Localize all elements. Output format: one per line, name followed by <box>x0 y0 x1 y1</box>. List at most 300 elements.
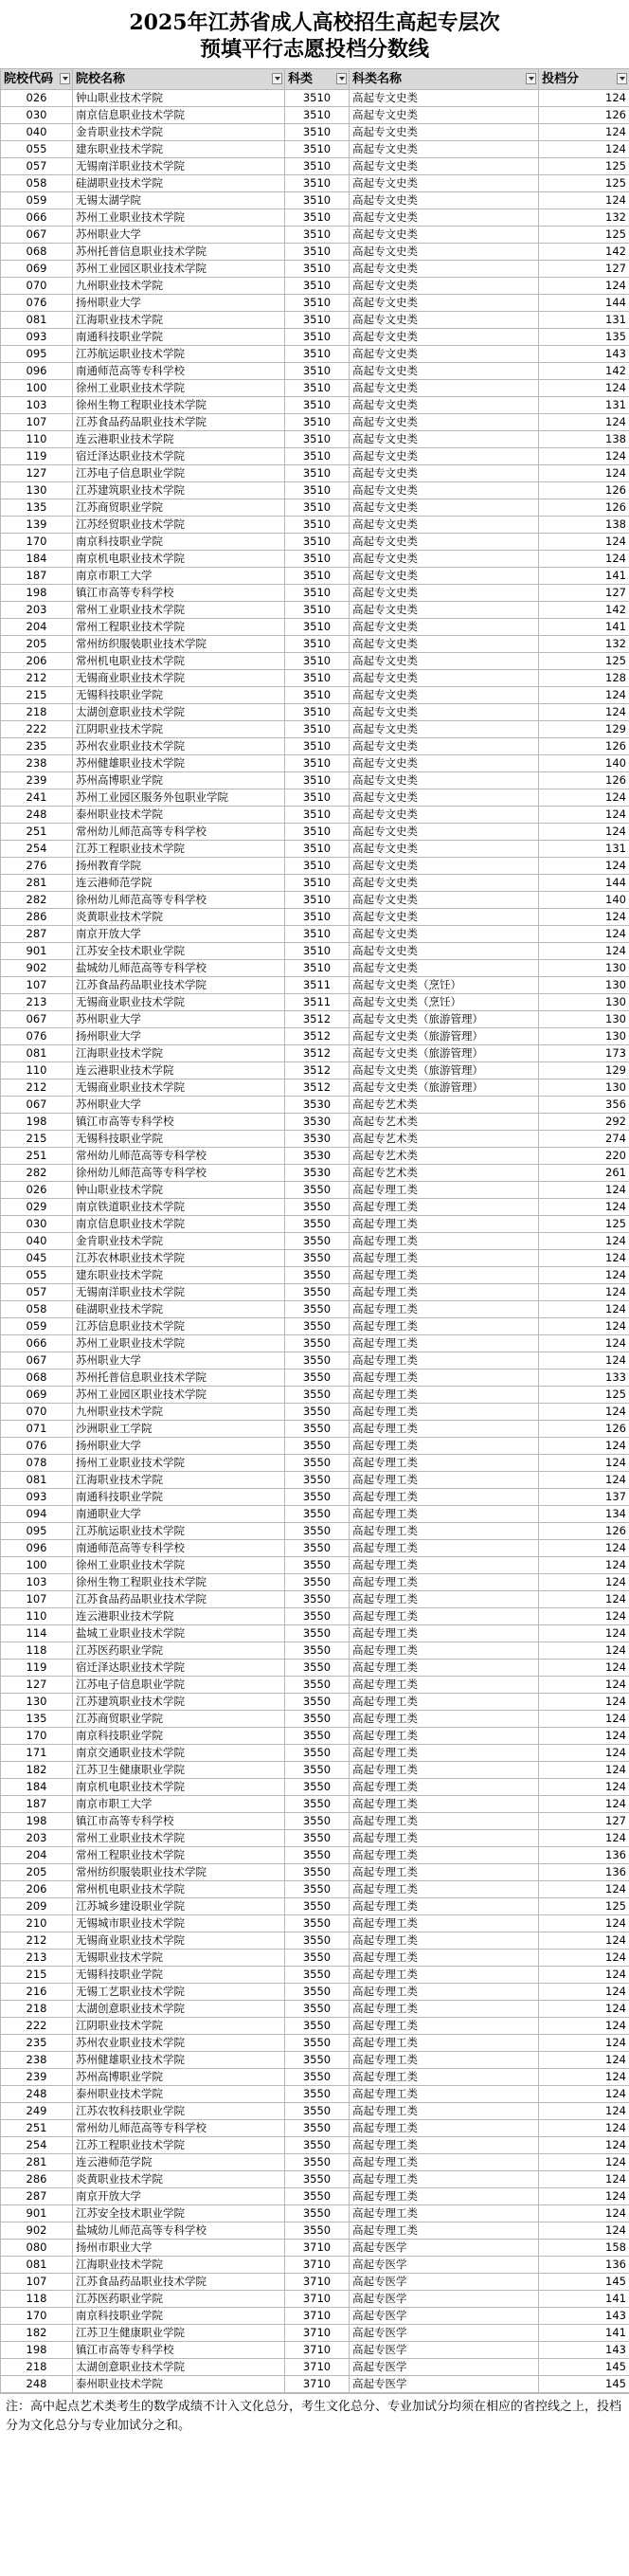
school-code-cell: 282 <box>1 1165 73 1182</box>
school-name-cell: 九州职业技术学院 <box>73 278 285 295</box>
table-row <box>1 2308 629 2325</box>
score-cell: 124 <box>539 1352 629 1370</box>
category-code-cell: 3510 <box>285 960 350 977</box>
school-code-cell: 110 <box>1 1062 73 1079</box>
school-code-cell: 209 <box>1 1898 73 1915</box>
category-name-cell: 高起专文史类 <box>350 585 539 602</box>
school-name-cell: 镇江市高等专科学校 <box>73 1114 285 1131</box>
table-row <box>1 892 629 909</box>
table-row <box>1 875 629 892</box>
school-code-cell: 205 <box>1 1864 73 1881</box>
score-cell: 124 <box>539 704 629 721</box>
score-cell: 142 <box>539 363 629 380</box>
category-code-cell: 3550 <box>285 1404 350 1421</box>
school-code-cell: 170 <box>1 534 73 551</box>
score-cell: 131 <box>539 312 629 329</box>
score-cell: 126 <box>539 482 629 499</box>
category-name-cell: 高起专理工类 <box>350 1335 539 1352</box>
school-name-cell: 无锡太湖学院 <box>73 192 285 209</box>
category-name-cell: 高起专医学 <box>350 2342 539 2359</box>
category-code-cell: 3550 <box>285 1864 350 1881</box>
school-code-cell: 238 <box>1 2052 73 2069</box>
school-name-cell: 苏州工业职业技术学院 <box>73 1335 285 1352</box>
category-name-cell: 高起专文史类（旅游管理） <box>350 1062 539 1079</box>
school-code-cell: 206 <box>1 1881 73 1898</box>
category-code-cell: 3550 <box>285 2018 350 2035</box>
table-row <box>1 636 629 653</box>
category-name-cell: 高起专医学 <box>350 2257 539 2274</box>
header-row <box>1 69 629 90</box>
category-name-cell: 高起专理工类 <box>350 2137 539 2154</box>
school-code-cell: 215 <box>1 687 73 704</box>
category-name-cell: 高起专理工类 <box>350 1455 539 1472</box>
category-code-cell: 3710 <box>285 2342 350 2359</box>
school-code-cell: 026 <box>1 1182 73 1199</box>
table-row <box>1 209 629 227</box>
category-name-cell: 高起专理工类 <box>350 1284 539 1301</box>
table-row <box>1 602 629 619</box>
table-row <box>1 346 629 363</box>
score-cell: 129 <box>539 721 629 738</box>
table-row <box>1 807 629 824</box>
school-code-cell: 239 <box>1 2069 73 2086</box>
school-name-cell: 江苏商贸职业学院 <box>73 1711 285 1728</box>
table-row <box>1 1233 629 1250</box>
school-code-cell: 902 <box>1 2222 73 2240</box>
table-row <box>1 653 629 670</box>
school-name-cell: 泰州职业技术学院 <box>73 807 285 824</box>
score-cell: 124 <box>539 1250 629 1267</box>
filter-dropdown-icon[interactable] <box>272 73 282 84</box>
table-row <box>1 397 629 414</box>
category-code-cell: 3510 <box>285 465 350 482</box>
school-name-cell: 江苏建筑职业技术学院 <box>73 1694 285 1711</box>
table-row <box>1 841 629 858</box>
category-name-cell: 高起专理工类 <box>350 1301 539 1318</box>
category-name-cell: 高起专文史类 <box>350 943 539 960</box>
score-cell: 158 <box>539 2240 629 2257</box>
category-name-cell: 高起专文史类 <box>350 602 539 619</box>
school-code-cell: 030 <box>1 1216 73 1233</box>
table-row <box>1 175 629 192</box>
category-name-cell: 高起专理工类 <box>350 2154 539 2171</box>
category-code-cell: 3510 <box>285 278 350 295</box>
category-code-cell: 3710 <box>285 2359 350 2376</box>
category-code-cell: 3550 <box>285 2222 350 2240</box>
table-row <box>1 738 629 755</box>
category-code-cell: 3510 <box>285 227 350 244</box>
category-code-cell: 3510 <box>285 807 350 824</box>
score-cell: 140 <box>539 755 629 772</box>
table-row <box>1 960 629 977</box>
school-name-cell: 无锡商业职业技术学院 <box>73 994 285 1011</box>
category-name-cell: 高起专文史类 <box>350 295 539 312</box>
score-cell: 124 <box>539 2137 629 2154</box>
school-code-cell: 107 <box>1 414 73 431</box>
category-name-cell: 高起专文史类 <box>350 755 539 772</box>
table-row <box>1 2205 629 2222</box>
school-code-cell: 282 <box>1 892 73 909</box>
category-code-cell: 3510 <box>285 568 350 585</box>
category-code-cell: 3550 <box>285 1813 350 1830</box>
score-cell: 140 <box>539 892 629 909</box>
table-row <box>1 465 629 482</box>
score-cell: 124 <box>539 1932 629 1950</box>
school-name-cell: 九州职业技术学院 <box>73 1404 285 1421</box>
school-code-cell: 204 <box>1 1847 73 1864</box>
school-name-cell: 无锡商业职业技术学院 <box>73 1079 285 1097</box>
table-row <box>1 1045 629 1062</box>
score-cell: 274 <box>539 1131 629 1148</box>
category-name-cell: 高起专理工类 <box>350 2052 539 2069</box>
score-cell: 126 <box>539 772 629 789</box>
category-name-cell: 高起专理工类 <box>350 1608 539 1625</box>
category-code-cell: 3530 <box>285 1114 350 1131</box>
school-code-cell: 119 <box>1 1660 73 1677</box>
score-cell: 124 <box>539 687 629 704</box>
table-row <box>1 244 629 261</box>
score-cell: 124 <box>539 1199 629 1216</box>
category-code-cell: 3510 <box>285 209 350 227</box>
school-name-cell: 江苏电子信息职业学院 <box>73 465 285 482</box>
category-name-cell: 高起专文史类 <box>350 721 539 738</box>
school-name-cell: 硅湖职业技术学院 <box>73 175 285 192</box>
score-cell: 145 <box>539 2359 629 2376</box>
school-code-cell: 026 <box>1 90 73 107</box>
school-name-cell: 沙洲职业工学院 <box>73 1421 285 1438</box>
table-row <box>1 1898 629 1915</box>
category-name-cell: 高起专文史类 <box>350 926 539 943</box>
filter-dropdown-icon[interactable] <box>617 73 627 84</box>
category-name-cell: 高起专艺术类 <box>350 1114 539 1131</box>
score-cell: 131 <box>539 841 629 858</box>
score-cell: 132 <box>539 209 629 227</box>
table-row <box>1 431 629 448</box>
category-code-cell: 3550 <box>285 1301 350 1318</box>
category-code-cell: 3550 <box>285 1216 350 1233</box>
table-row <box>1 2018 629 2035</box>
category-name-cell: 高起专文史类 <box>350 261 539 278</box>
category-code-cell: 3550 <box>285 1318 350 1335</box>
category-name-cell: 高起专艺术类 <box>350 1148 539 1165</box>
table-row <box>1 1591 629 1608</box>
school-name-cell: 镇江市高等专科学校 <box>73 1813 285 1830</box>
school-name-cell: 南通科技职业学院 <box>73 1489 285 1506</box>
school-name-cell: 苏州农业职业技术学院 <box>73 738 285 755</box>
category-code-cell: 3550 <box>285 1250 350 1267</box>
category-name-cell: 高起专理工类 <box>350 1421 539 1438</box>
category-name-cell: 高起专医学 <box>350 2274 539 2291</box>
category-name-cell: 高起专理工类 <box>350 1472 539 1489</box>
school-name-cell: 泰州职业技术学院 <box>73 2376 285 2393</box>
category-name-cell: 高起专文史类 <box>350 158 539 175</box>
table-row <box>1 1455 629 1472</box>
school-code-cell: 030 <box>1 107 73 124</box>
category-code-cell: 3510 <box>285 858 350 875</box>
school-name-cell: 徐州幼儿师范高等专科学校 <box>73 1165 285 1182</box>
category-name-cell: 高起专理工类 <box>350 1523 539 1540</box>
school-code-cell: 235 <box>1 2035 73 2052</box>
category-code-cell: 3550 <box>285 1625 350 1642</box>
school-name-cell: 南京开放大学 <box>73 2188 285 2205</box>
school-name-cell: 苏州职业大学 <box>73 1011 285 1028</box>
score-cell: 124 <box>539 192 629 209</box>
table-row <box>1 312 629 329</box>
category-name-cell: 高起专理工类 <box>350 1796 539 1813</box>
school-name-cell: 苏州健雄职业技术学院 <box>73 755 285 772</box>
category-name-cell: 高起专文史类 <box>350 448 539 465</box>
school-code-cell: 110 <box>1 1608 73 1625</box>
score-cell: 143 <box>539 346 629 363</box>
score-cell: 144 <box>539 295 629 312</box>
score-cell: 130 <box>539 977 629 994</box>
table-row <box>1 1608 629 1625</box>
category-code-cell: 3511 <box>285 994 350 1011</box>
school-code-cell: 081 <box>1 312 73 329</box>
school-code-cell: 076 <box>1 295 73 312</box>
category-code-cell: 3510 <box>285 397 350 414</box>
category-code-cell: 3550 <box>285 1233 350 1250</box>
score-cell: 124 <box>539 2086 629 2103</box>
table-row <box>1 1506 629 1523</box>
table-row <box>1 1079 629 1097</box>
school-code-cell: 135 <box>1 499 73 517</box>
school-name-cell: 江苏经贸职业技术学院 <box>73 517 285 534</box>
table-row <box>1 1421 629 1438</box>
school-code-cell: 067 <box>1 227 73 244</box>
school-code-cell: 029 <box>1 1199 73 1216</box>
category-name-cell: 高起专理工类 <box>350 2188 539 2205</box>
school-name-cell: 苏州职业大学 <box>73 227 285 244</box>
category-code-cell: 3510 <box>285 602 350 619</box>
category-code-cell: 3510 <box>285 244 350 261</box>
school-code-cell: 248 <box>1 807 73 824</box>
category-name-cell: 高起专文史类 <box>350 807 539 824</box>
table-row <box>1 2257 629 2274</box>
score-cell: 125 <box>539 175 629 192</box>
school-code-cell: 067 <box>1 1097 73 1114</box>
category-code-cell: 3550 <box>285 1267 350 1284</box>
school-name-cell: 江苏工程职业技术学院 <box>73 841 285 858</box>
score-cell: 124 <box>539 90 629 107</box>
category-code-cell: 3510 <box>285 619 350 636</box>
score-cell: 124 <box>539 1694 629 1711</box>
category-code-cell: 3510 <box>285 772 350 789</box>
category-name-cell: 高起专文史类 <box>350 534 539 551</box>
school-code-cell: 184 <box>1 551 73 568</box>
column-header-label: 科类 <box>288 72 314 86</box>
category-code-cell: 3510 <box>285 551 350 568</box>
score-cell: 134 <box>539 1506 629 1523</box>
column-header-label: 院校名称 <box>76 72 126 86</box>
category-code-cell: 3550 <box>285 1335 350 1352</box>
school-name-cell: 无锡科技职业学院 <box>73 1967 285 1984</box>
category-name-cell: 高起专理工类 <box>350 1967 539 1984</box>
school-code-cell: 205 <box>1 636 73 653</box>
score-cell: 136 <box>539 1847 629 1864</box>
category-code-cell: 3510 <box>285 192 350 209</box>
school-code-cell: 059 <box>1 192 73 209</box>
category-name-cell: 高起专理工类 <box>350 2018 539 2035</box>
category-code-cell: 3550 <box>285 1660 350 1677</box>
school-name-cell: 江苏航运职业技术学院 <box>73 1523 285 1540</box>
table-row <box>1 1642 629 1660</box>
category-name-cell: 高起专文史类（烹饪） <box>350 977 539 994</box>
school-code-cell: 212 <box>1 1079 73 1097</box>
table-row <box>1 2103 629 2120</box>
category-code-cell: 3550 <box>285 2086 350 2103</box>
school-name-cell: 南通职业大学 <box>73 1506 285 1523</box>
category-name-cell: 高起专文史类 <box>350 397 539 414</box>
school-code-cell: 068 <box>1 244 73 261</box>
column-header-code <box>1 69 73 90</box>
category-name-cell: 高起专文史类 <box>350 329 539 346</box>
school-name-cell: 徐州幼儿师范高等专科学校 <box>73 892 285 909</box>
school-name-cell: 江苏安全技术职业学院 <box>73 2205 285 2222</box>
score-cell: 124 <box>539 1745 629 1762</box>
table-row <box>1 1574 629 1591</box>
school-code-cell: 040 <box>1 1233 73 1250</box>
school-code-cell: 040 <box>1 124 73 141</box>
filter-dropdown-icon[interactable] <box>526 73 536 84</box>
score-cell: 124 <box>539 534 629 551</box>
table-row <box>1 2325 629 2342</box>
category-code-cell: 3510 <box>285 175 350 192</box>
category-name-cell: 高起专理工类 <box>350 2001 539 2018</box>
school-name-cell: 连云港职业技术学院 <box>73 431 285 448</box>
school-code-cell: 103 <box>1 1574 73 1591</box>
category-code-cell: 3550 <box>285 1881 350 1898</box>
category-name-cell: 高起专艺术类 <box>350 1131 539 1148</box>
category-code-cell: 3550 <box>285 1762 350 1779</box>
category-code-cell: 3550 <box>285 2035 350 2052</box>
category-name-cell: 高起专艺术类 <box>350 1165 539 1182</box>
school-name-cell: 扬州工业职业技术学院 <box>73 1455 285 1472</box>
category-name-cell: 高起专理工类 <box>350 1233 539 1250</box>
school-name-cell: 无锡南洋职业技术学院 <box>73 1284 285 1301</box>
category-code-cell: 3550 <box>285 1370 350 1387</box>
category-name-cell: 高起专文史类 <box>350 141 539 158</box>
category-code-cell: 3550 <box>285 1557 350 1574</box>
score-cell: 126 <box>539 499 629 517</box>
category-code-cell: 3510 <box>285 448 350 465</box>
category-name-cell: 高起专医学 <box>350 2240 539 2257</box>
score-cell: 145 <box>539 2376 629 2393</box>
score-cell: 124 <box>539 1642 629 1660</box>
category-name-cell: 高起专理工类 <box>350 2086 539 2103</box>
category-code-cell: 3550 <box>285 2120 350 2137</box>
category-name-cell: 高起专理工类 <box>350 1438 539 1455</box>
school-code-cell: 076 <box>1 1438 73 1455</box>
school-name-cell: 泰州职业技术学院 <box>73 2086 285 2103</box>
table-row <box>1 499 629 517</box>
table-row <box>1 1694 629 1711</box>
school-name-cell: 南京交通职业技术学院 <box>73 1745 285 1762</box>
category-code-cell: 3512 <box>285 1028 350 1045</box>
filter-dropdown-icon[interactable] <box>336 73 347 84</box>
category-code-cell: 3550 <box>285 1489 350 1506</box>
school-code-cell: 218 <box>1 2359 73 2376</box>
score-cell: 124 <box>539 1574 629 1591</box>
category-name-cell: 高起专文史类（旅游管理） <box>350 1011 539 1028</box>
school-name-cell: 盐城幼儿师范高等专科学校 <box>73 960 285 977</box>
category-code-cell: 3510 <box>285 585 350 602</box>
score-cell: 292 <box>539 1114 629 1131</box>
category-name-cell: 高起专理工类 <box>350 1199 539 1216</box>
score-cell: 124 <box>539 2154 629 2171</box>
school-name-cell: 苏州高博职业学院 <box>73 2069 285 2086</box>
category-name-cell: 高起专文史类 <box>350 551 539 568</box>
score-cell: 124 <box>539 2052 629 2069</box>
school-name-cell: 常州幼儿师范高等专科学校 <box>73 1148 285 1165</box>
table-row <box>1 619 629 636</box>
category-name-cell: 高起专理工类 <box>350 2120 539 2137</box>
school-name-cell: 南京机电职业技术学院 <box>73 551 285 568</box>
school-name-cell: 南京市职工大学 <box>73 568 285 585</box>
score-cell: 124 <box>539 1608 629 1625</box>
school-code-cell: 058 <box>1 175 73 192</box>
score-cell: 130 <box>539 1011 629 1028</box>
school-code-cell: 066 <box>1 1335 73 1352</box>
school-code-cell: 069 <box>1 1387 73 1404</box>
table-row <box>1 1557 629 1574</box>
school-name-cell: 江苏卫生健康职业学院 <box>73 2325 285 2342</box>
category-code-cell: 3510 <box>285 892 350 909</box>
table-row <box>1 704 629 721</box>
school-code-cell: 254 <box>1 2137 73 2154</box>
category-code-cell: 3550 <box>285 1677 350 1694</box>
score-cell: 144 <box>539 875 629 892</box>
category-name-cell: 高起专医学 <box>350 2325 539 2342</box>
school-code-cell: 241 <box>1 789 73 807</box>
category-name-cell: 高起专理工类 <box>350 1267 539 1284</box>
category-name-cell: 高起专文史类 <box>350 380 539 397</box>
table-row <box>1 1250 629 1267</box>
score-cell: 124 <box>539 1830 629 1847</box>
score-cell: 138 <box>539 431 629 448</box>
table-row <box>1 141 629 158</box>
score-cell: 142 <box>539 602 629 619</box>
category-code-cell: 3550 <box>285 1915 350 1932</box>
table-row <box>1 2342 629 2359</box>
score-cell: 130 <box>539 960 629 977</box>
category-name-cell: 高起专文史类 <box>350 346 539 363</box>
category-name-cell: 高起专文史类 <box>350 636 539 653</box>
category-code-cell: 3550 <box>285 2205 350 2222</box>
category-name-cell: 高起专理工类 <box>350 1216 539 1233</box>
school-name-cell: 江苏城乡建设职业学院 <box>73 1898 285 1915</box>
category-name-cell: 高起专理工类 <box>350 1540 539 1557</box>
school-code-cell: 070 <box>1 278 73 295</box>
school-name-cell: 无锡职业技术学院 <box>73 1950 285 1967</box>
category-code-cell: 3510 <box>285 943 350 960</box>
score-cell: 126 <box>539 1421 629 1438</box>
category-code-cell: 3550 <box>285 1694 350 1711</box>
school-name-cell: 南通科技职业学院 <box>73 329 285 346</box>
school-name-cell: 建东职业技术学院 <box>73 1267 285 1284</box>
score-cell: 141 <box>539 568 629 585</box>
school-name-cell: 建东职业技术学院 <box>73 141 285 158</box>
category-code-cell: 3510 <box>285 107 350 124</box>
school-code-cell: 057 <box>1 158 73 175</box>
table-row <box>1 1216 629 1233</box>
category-code-cell: 3510 <box>285 90 350 107</box>
category-name-cell: 高起专理工类 <box>350 1250 539 1267</box>
filter-dropdown-icon[interactable] <box>60 73 70 84</box>
school-code-cell: 248 <box>1 2086 73 2103</box>
school-code-cell: 286 <box>1 909 73 926</box>
score-cell: 124 <box>539 1472 629 1489</box>
